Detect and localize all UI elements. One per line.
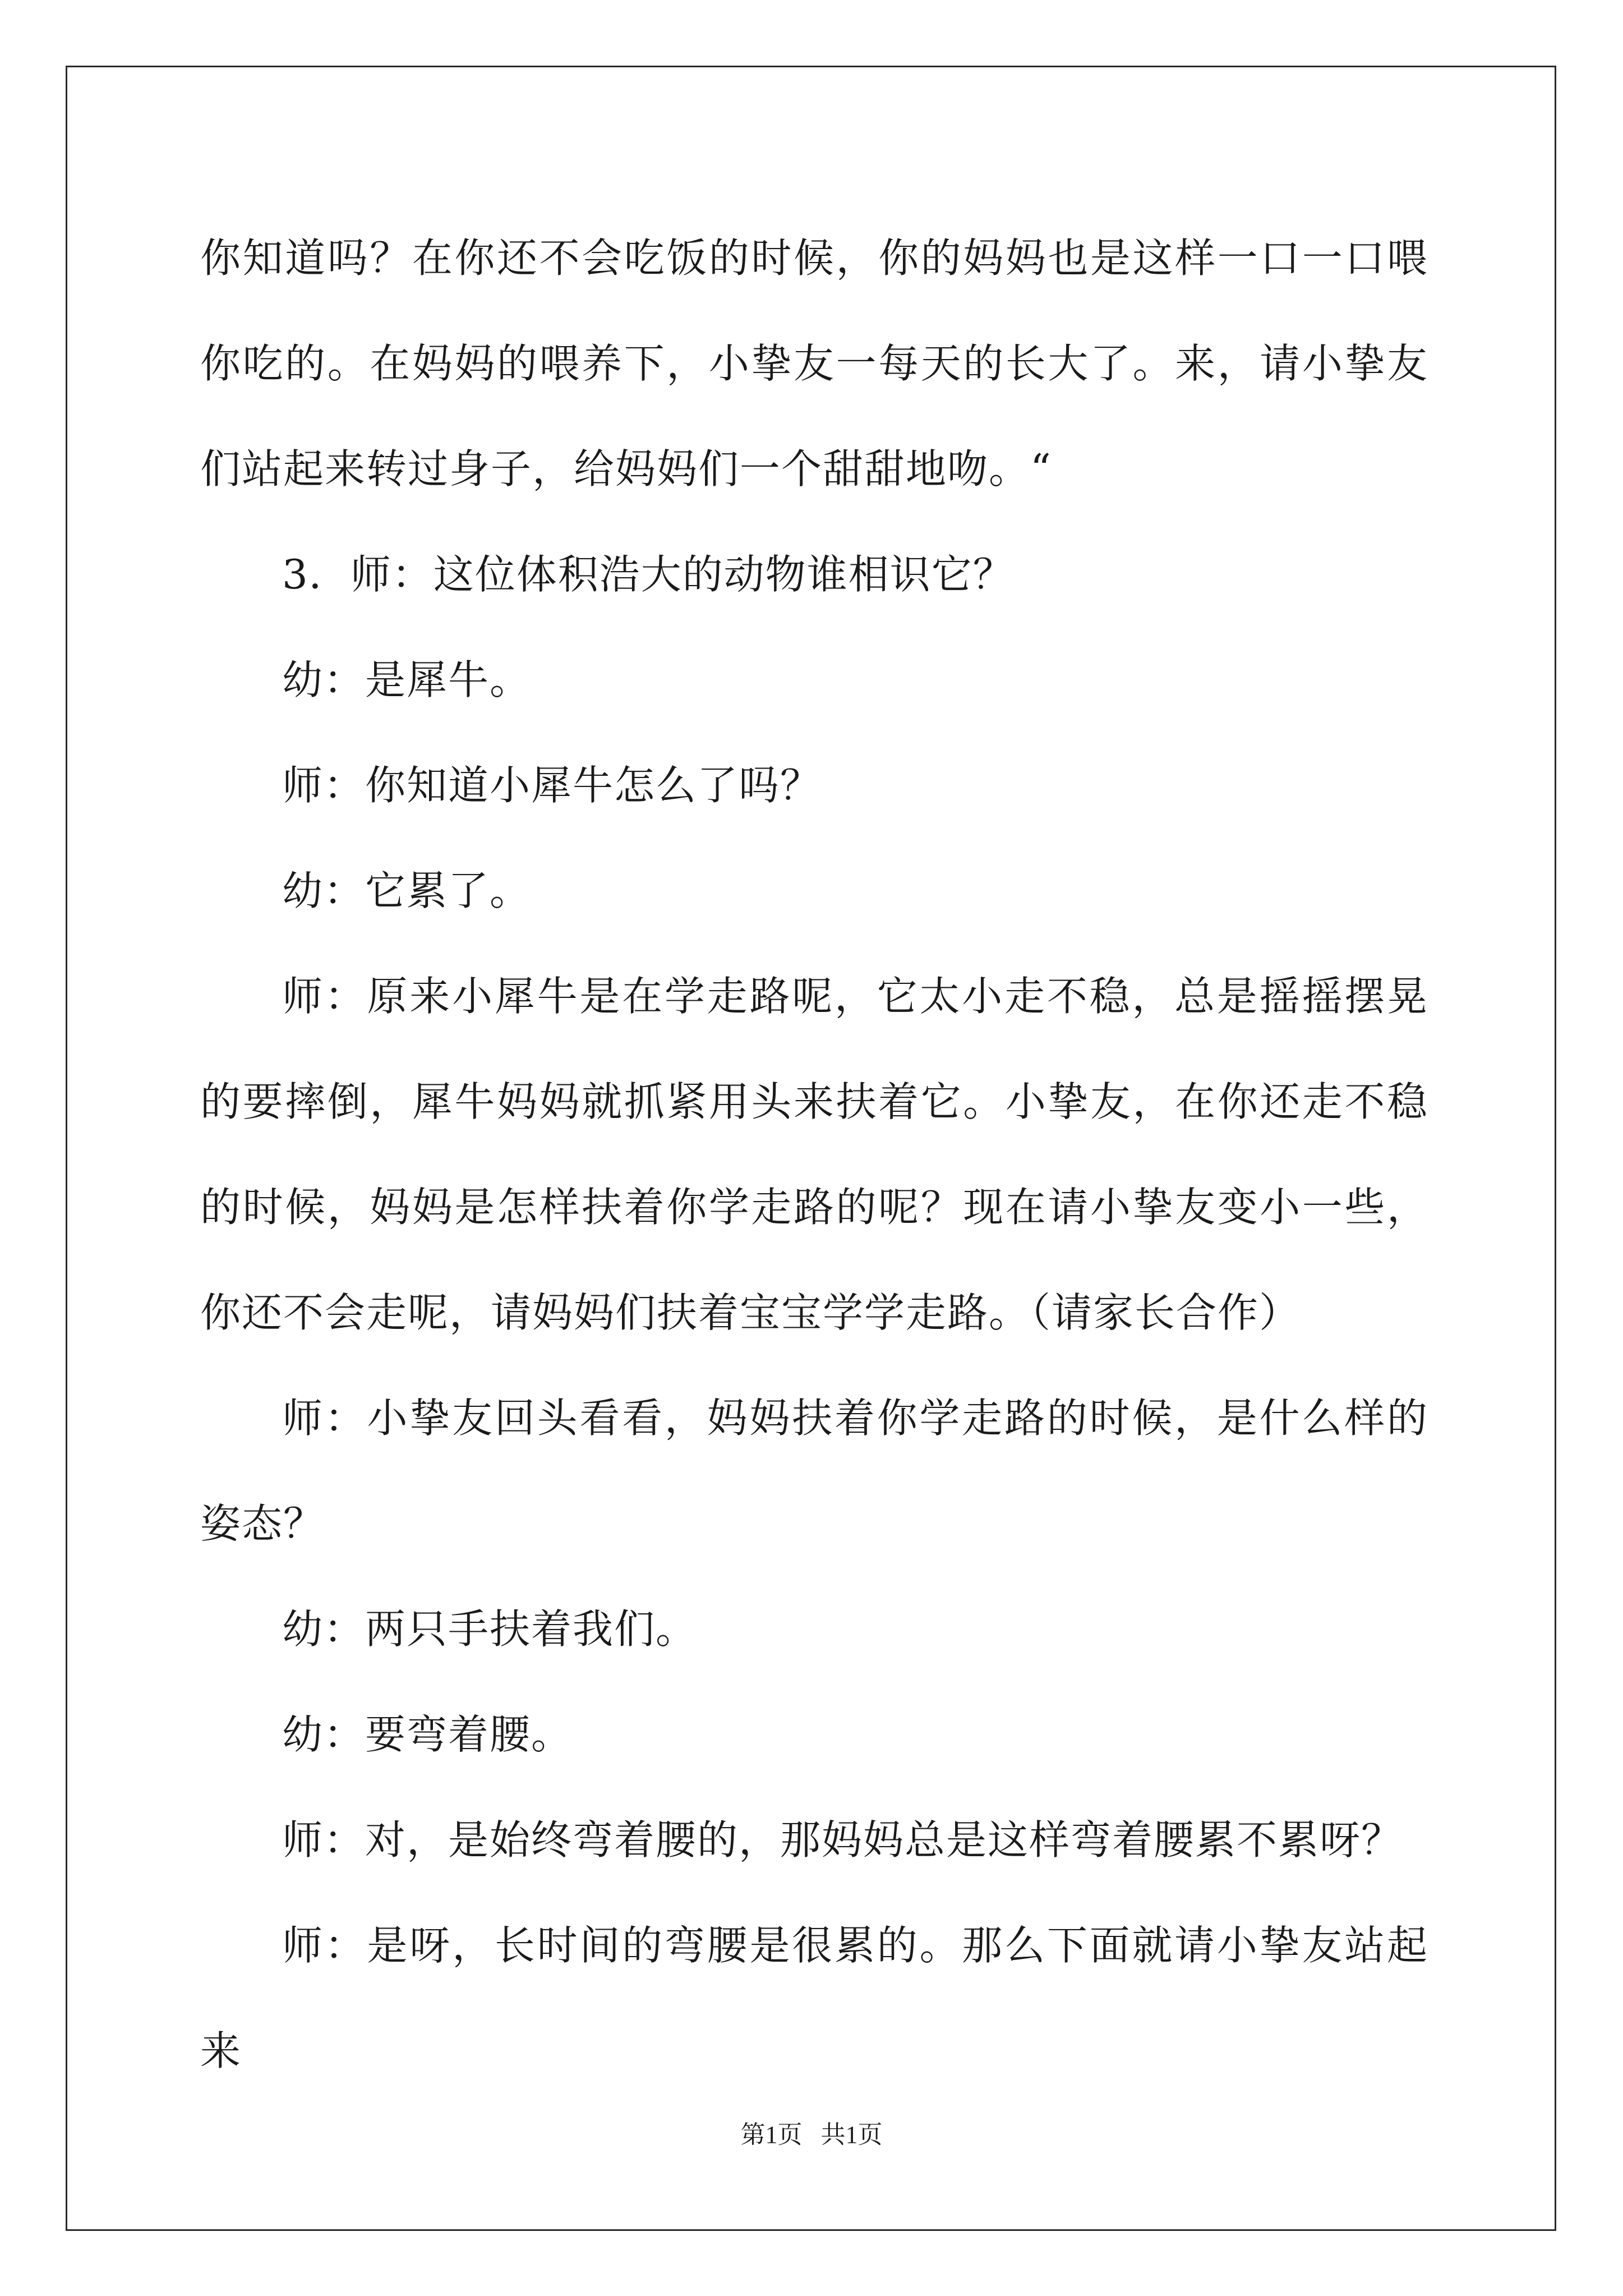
- paragraph-10: 师：对，是始终弯着腰的，那妈妈总是这样弯着腰累不累呀？: [282, 1816, 1403, 1864]
- paragraph-3: 幼：是犀牛。: [282, 656, 532, 703]
- paragraph-11: 师：是呀，长时间的弯腰是很累的。那么下面就请小挚友站起来: [200, 1922, 1428, 2074]
- paragraph-4: 师：你知道小犀牛怎么了吗？: [282, 762, 822, 809]
- paragraph-8: 幼：两只手扶着我们。: [282, 1605, 698, 1653]
- document-body: [200, 205, 1428, 2104]
- paragraph-6: 师：原来小犀牛是在学走路呢，它太小走不稳，总是摇摇摆晃的要摔倒，犀牛妈妈就抓紧用头来扶着它。小挚友，在你还走不稳的时候，妈妈是怎样扶着你学走路的呢？现在请小挚友变小一些，你还不会走呢，请妈妈们扶着宝宝学学走路。（请家长合作）: [200, 973, 1428, 1336]
- page-number-footer: 第1页 共1页: [740, 2121, 883, 2148]
- paragraph-1: 你知道吗？在你还不会吃饭的时候，你的妈妈也是这样一口一口喂你吃的。在妈妈的喂养下，小挚友一每天的长大了。来，请小挚友们站起来转过身子，给妈妈们一个甜甜地吻。“: [200, 234, 1428, 493]
- paragraph-7: 师：小挚友回头看看，妈妈扶着你学走路的时候，是什么样的姿态？: [200, 1395, 1428, 1547]
- paragraph-9: 幼：要弯着腰。: [282, 1711, 573, 1758]
- paragraph-2: 3．师：这位体积浩大的动物谁相识它？: [282, 551, 1015, 598]
- paragraph-5: 幼：它累了。: [282, 867, 532, 914]
